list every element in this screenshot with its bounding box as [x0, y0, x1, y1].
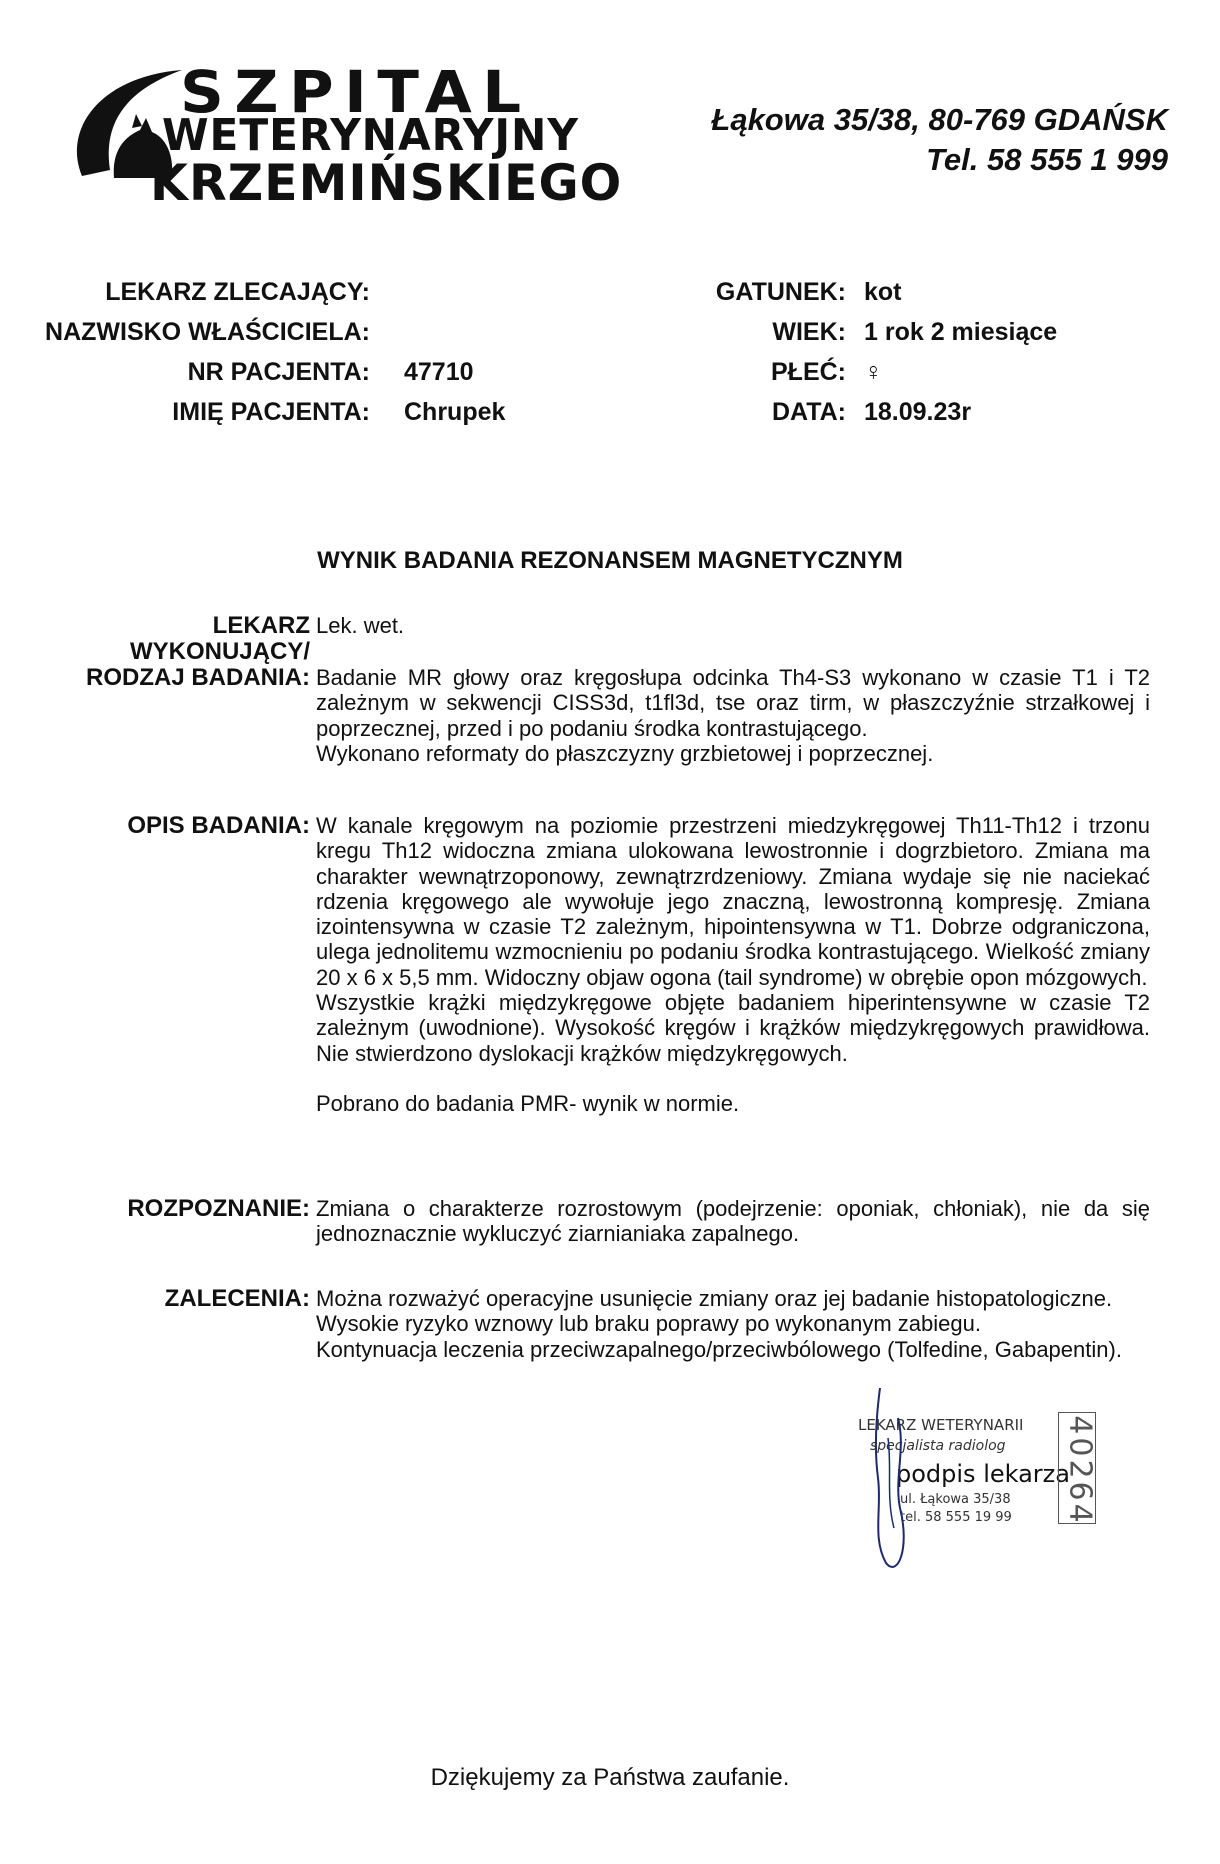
stamp-line-3: ul. Łąkowa 35/38	[900, 1492, 1011, 1507]
patient-number-value: 47710	[404, 358, 474, 386]
species-label: GATUNEK:	[715, 278, 846, 306]
exam-type-label: RODZAJ BADANIA:	[86, 664, 310, 691]
phone-line: Tel. 58 555 1 999	[926, 142, 1168, 177]
stamp-line-1: LEKARZ WETERYNARII	[858, 1416, 1024, 1434]
sex-value: ♀	[864, 358, 883, 386]
date-value: 18.09.23r	[864, 398, 972, 426]
patient-name-label: IMIĘ PACJENTA:	[172, 398, 370, 426]
footer-thanks: Dziękujemy za Państwa zaufanie.	[430, 1764, 790, 1791]
referring-doctor-label: LEKARZ ZLECAJĄCY:	[105, 278, 370, 306]
description-paragraph: W kanale kręgowym na poziomie przestrzeni miedzykręgowej Th11-Th12 i trzonu kregu Th12 widoczna zmiana ulokowana lewostronnie i dogrzbietoro. Zmiana ma charakter wewnątrzoponowy, zewnątrzrdzeniowy. Zmiana wydaje się nie naciekać rdzenia kręgowego ale wywołuje jego znaczną, lewostronną kompresję. Zmiana izointensywna w czasie T2 zależnym, hipointensywna w T1. Dobrze odgraniczona, ulega jednolitemu wzmocnieniu po podaniu środka kontrastującego. Wielkość zmiany 20 x 6 x 5,5 mm. Widoczny objaw ogona (tail syndrome) w obrębie opon mózgowych.	[316, 813, 1150, 990]
sex-label: PŁEĆ:	[771, 358, 846, 386]
performing-doctor-label-line-2: WYKONUJĄCY/	[129, 638, 310, 665]
exam-type-paragraph: Wykonano reformaty do płaszczyzny grzbietowej i poprzecznej.	[316, 740, 934, 766]
hospital-logo	[62, 58, 623, 212]
stamp-number-box	[1058, 1412, 1096, 1524]
owner-name-label: NAZWISKO WŁAŚCICIELA:	[45, 318, 370, 346]
recommendation-paragraph: Można rozważyć operacyjne usunięcie zmiany oraz jej badanie histopatologiczne.	[316, 1286, 1113, 1311]
stamp-line-4: tel. 58 555 19 99	[900, 1510, 1012, 1525]
recommendations-label: ZALECENIA:	[164, 1285, 310, 1312]
exam-description-label: OPIS BADANIA:	[127, 812, 310, 839]
exam-description-text	[316, 813, 1150, 1116]
signature-caption: podpis lekarza	[896, 1460, 1070, 1488]
diagnosis-text: Zmiana o charakterze rozrostowym (podejrzenie: oponiak, chłoniak), nie da się jednoznacznie wykluczyć ziarnianiaka zapalnego.	[316, 1196, 1150, 1247]
patient-number-label: NR PACJENTA:	[187, 358, 370, 386]
address-line: Łąkowa 35/38, 80-769 GDAŃSK	[711, 102, 1168, 137]
recommendations-text	[316, 1286, 1150, 1362]
performing-doctor-value: Lek. wet.	[316, 613, 405, 638]
species-value: kot	[864, 278, 902, 306]
logo-line-3: KRZEMIŃSKIEGO	[150, 154, 623, 212]
performing-doctor-label-line-1: LEKARZ	[212, 612, 310, 639]
stamp-line-2: specjalista radiolog	[870, 1438, 1006, 1454]
description-paragraph: Wszystkie krążki międzykręgowe objęte badaniem hiperintensywne w czasie T2 zależnym (uwodnione). Wysokość kręgów i krążków międzykręgowych prawidłowa. Nie stwierdzono dyslokacji krążków międzykręgowych.	[316, 990, 1150, 1066]
doctor-stamp	[848, 1408, 1108, 1538]
recommendation-paragraph: Kontynuacja leczenia przeciwzapalnego/przeciwbólowego (Tolfedine, Gabapentin).	[316, 1336, 1122, 1362]
recommendation-paragraph: Wysokie ryzyko wznowy lub braku poprawy po wykonanym zabiegu.	[316, 1311, 981, 1337]
date-label: DATA:	[771, 398, 846, 426]
age-value: 1 rok 2 miesiące	[864, 318, 1058, 346]
stamp-number: 40264	[1062, 1415, 1098, 1526]
signature-icon	[828, 1378, 968, 1578]
logo-line-1: SZPITAL	[180, 58, 532, 126]
logo-line-2: WETERYNARYJNY	[162, 110, 579, 161]
performing-doctor-label	[60, 613, 310, 691]
age-label: WIEK:	[772, 318, 846, 346]
exam-type-text	[316, 665, 1150, 766]
report-title: WYNIK BADANIA REZONANSEM MAGNETYCZNYM	[317, 547, 903, 574]
description-paragraph: Pobrano do badania PMR- wynik w normie.	[316, 1090, 740, 1116]
patient-name-value: Chrupek	[404, 398, 506, 426]
exam-type-paragraph: Badanie MR głowy oraz kręgosłupa odcinka Th4-S3 wykonano w czasie T1 i T2 zależnym w sekwencji CISS3d, t1fl3d, tse oraz tirm, w płaszczyźnie strzałkowej i poprzecznej, przed i po podaniu środka kontrastującego.	[316, 665, 1150, 741]
hospital-address	[711, 100, 1168, 180]
diagnosis-label: ROZPOZNANIE:	[127, 1195, 310, 1222]
